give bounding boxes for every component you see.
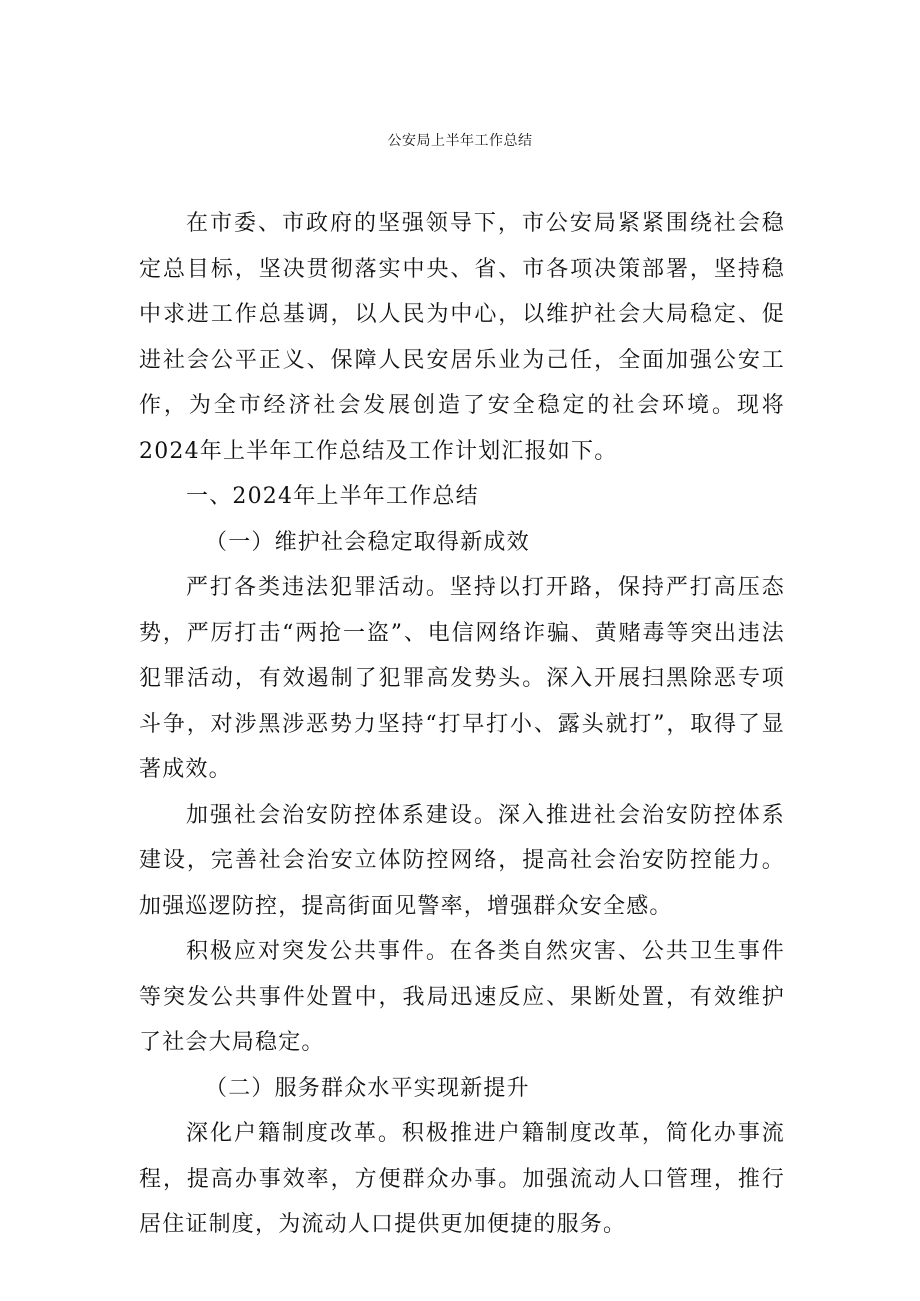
document-title: 公安局上半年工作总结 <box>387 133 533 149</box>
subsection-1-paragraph-3: 积极应对突发公共事件。在各类自然灾害、公共卫生事件等突发公共事件处置中，我局迅速反应、果断处置，有效维护了社会大局稳定。 <box>139 939 785 1055</box>
section-1-heading: 一、2024年上半年工作总结 <box>186 484 479 509</box>
subsection-2-paragraph-1: 深化户籍制度改革。积极推进户籍制度改革，简化办事流程，提高办事效率，方便群众办事。加强流动人口管理，推行居住证制度，为流动人口提供更加便捷的服务。 <box>139 1121 785 1237</box>
subsection-1-paragraph-1: 严打各类违法犯罪活动。坚持以打开路，保持严打高压态势，严厉打击“两抢一盗”、电信网络诈骗、黄赌毒等突出违法犯罪活动，有效遏制了犯罪高发势头。深入开展扫黑除恶专项斗争，对涉黑涉恶势力坚持“打早打小、露头就打”，取得了显著成效。 <box>139 575 785 782</box>
subsection-1-heading: （一）维护社会稳定取得新成效 <box>205 529 530 555</box>
intro-paragraph: 在市委、市政府的坚强领导下，市公安局紧紧围绕社会稳定总目标，坚决贯彻落实中央、省、市各项决策部署，坚持稳中求进工作总基调，以人民为中心，以维护社会大局稳定、促进社会公平正义、保障人民安居乐业为己任，全面加强公安工作，为全市经济社会发展创造了安全稳定的社会环境。现将2024年上半年工作总结及工作计划汇报如下。 <box>139 211 785 464</box>
subsection-1-paragraph-2: 加强社会治安防控体系建设。深入推进社会治安防控体系建设，完善社会治安立体防控网络，提高社会治安防控能力。加强巡逻防控，提高街面见警率，增强群众安全感。 <box>139 802 785 919</box>
subsection-2-heading: （二）服务群众水平实现新提升 <box>205 1075 530 1101</box>
document-body <box>139 201 785 1248</box>
